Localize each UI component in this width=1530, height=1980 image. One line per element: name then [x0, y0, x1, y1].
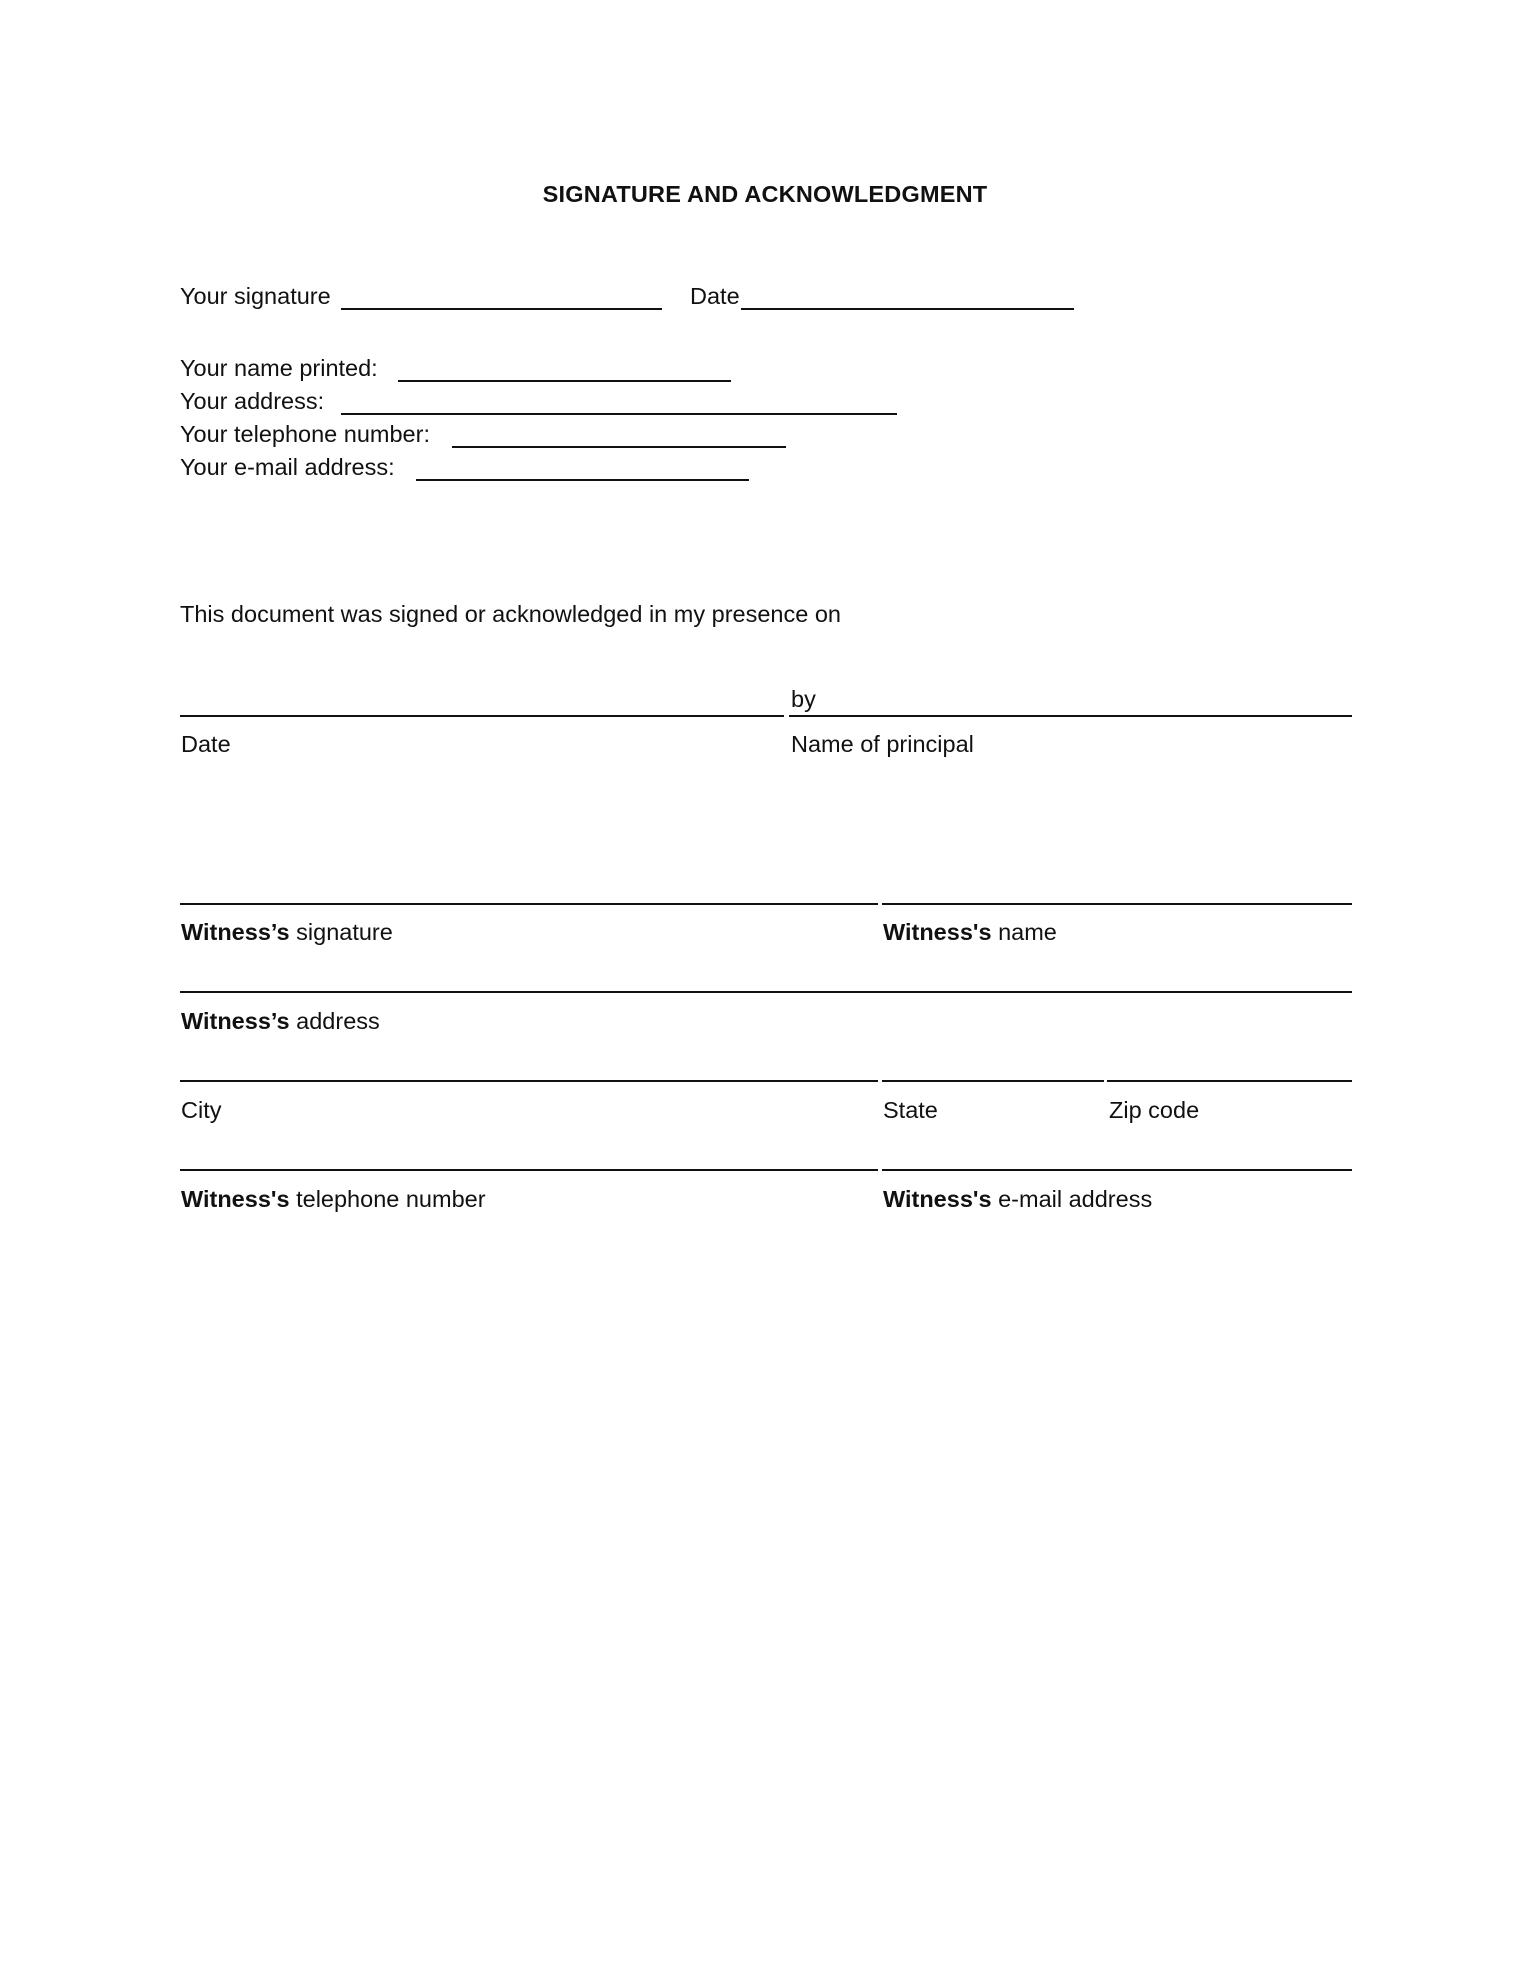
acknowledgment-date-field[interactable]: [180, 715, 784, 717]
name-suffix: name: [991, 919, 1057, 945]
witness-word: Witness’s: [181, 1008, 290, 1034]
acknowledgment-date-caption: Date: [181, 731, 231, 757]
signature-suffix: signature: [289, 919, 393, 945]
witness-email-field[interactable]: [882, 1169, 1352, 1171]
city-caption: City: [181, 1097, 222, 1123]
witness-signature-field[interactable]: [180, 903, 878, 905]
witness-name-field[interactable]: [882, 903, 1352, 905]
address-field[interactable]: [341, 413, 897, 415]
witness-word: Witness’s: [181, 919, 290, 945]
by-label: by: [791, 686, 816, 712]
telephone-field[interactable]: [452, 446, 786, 448]
witness-zip-field[interactable]: [1107, 1080, 1352, 1082]
witness-address-field[interactable]: [180, 991, 1352, 993]
principal-name-caption: Name of principal: [791, 731, 974, 757]
email-suffix: e-mail address: [991, 1186, 1153, 1212]
telephone-label: Your telephone number:: [180, 421, 430, 447]
witness-name-caption: [883, 919, 1057, 946]
state-caption: State: [883, 1097, 938, 1123]
address-label: Your address:: [180, 388, 325, 414]
address-suffix: address: [289, 1008, 380, 1034]
zip-caption: Zip code: [1109, 1097, 1200, 1123]
witness-word: Witness's: [883, 919, 992, 945]
email-label: Your e-mail address:: [180, 454, 395, 480]
witness-word: Witness's: [181, 1186, 290, 1212]
witness-signature-caption: [181, 919, 393, 946]
name-printed-label: Your name printed:: [180, 355, 378, 381]
email-field[interactable]: [416, 479, 749, 481]
document-title: SIGNATURE AND ACKNOWLEDGMENT: [542, 181, 988, 207]
telephone-suffix: telephone number: [289, 1186, 486, 1212]
witness-city-field[interactable]: [180, 1080, 878, 1082]
your-signature-field[interactable]: [341, 308, 662, 310]
principal-name-field[interactable]: [789, 715, 1352, 717]
witness-telephone-caption: [181, 1186, 486, 1213]
witness-word: Witness's: [883, 1186, 992, 1212]
witness-address-caption: [181, 1008, 380, 1035]
acknowledgment-statement: This document was signed or acknowledged in my presence on: [180, 601, 841, 627]
witness-email-caption: [883, 1186, 1152, 1213]
name-printed-field[interactable]: [398, 380, 731, 382]
date-field[interactable]: [741, 308, 1074, 310]
date-label: Date: [690, 283, 740, 309]
your-signature-label: Your signature: [180, 283, 331, 309]
witness-telephone-field[interactable]: [180, 1169, 878, 1171]
witness-state-field[interactable]: [882, 1080, 1104, 1082]
